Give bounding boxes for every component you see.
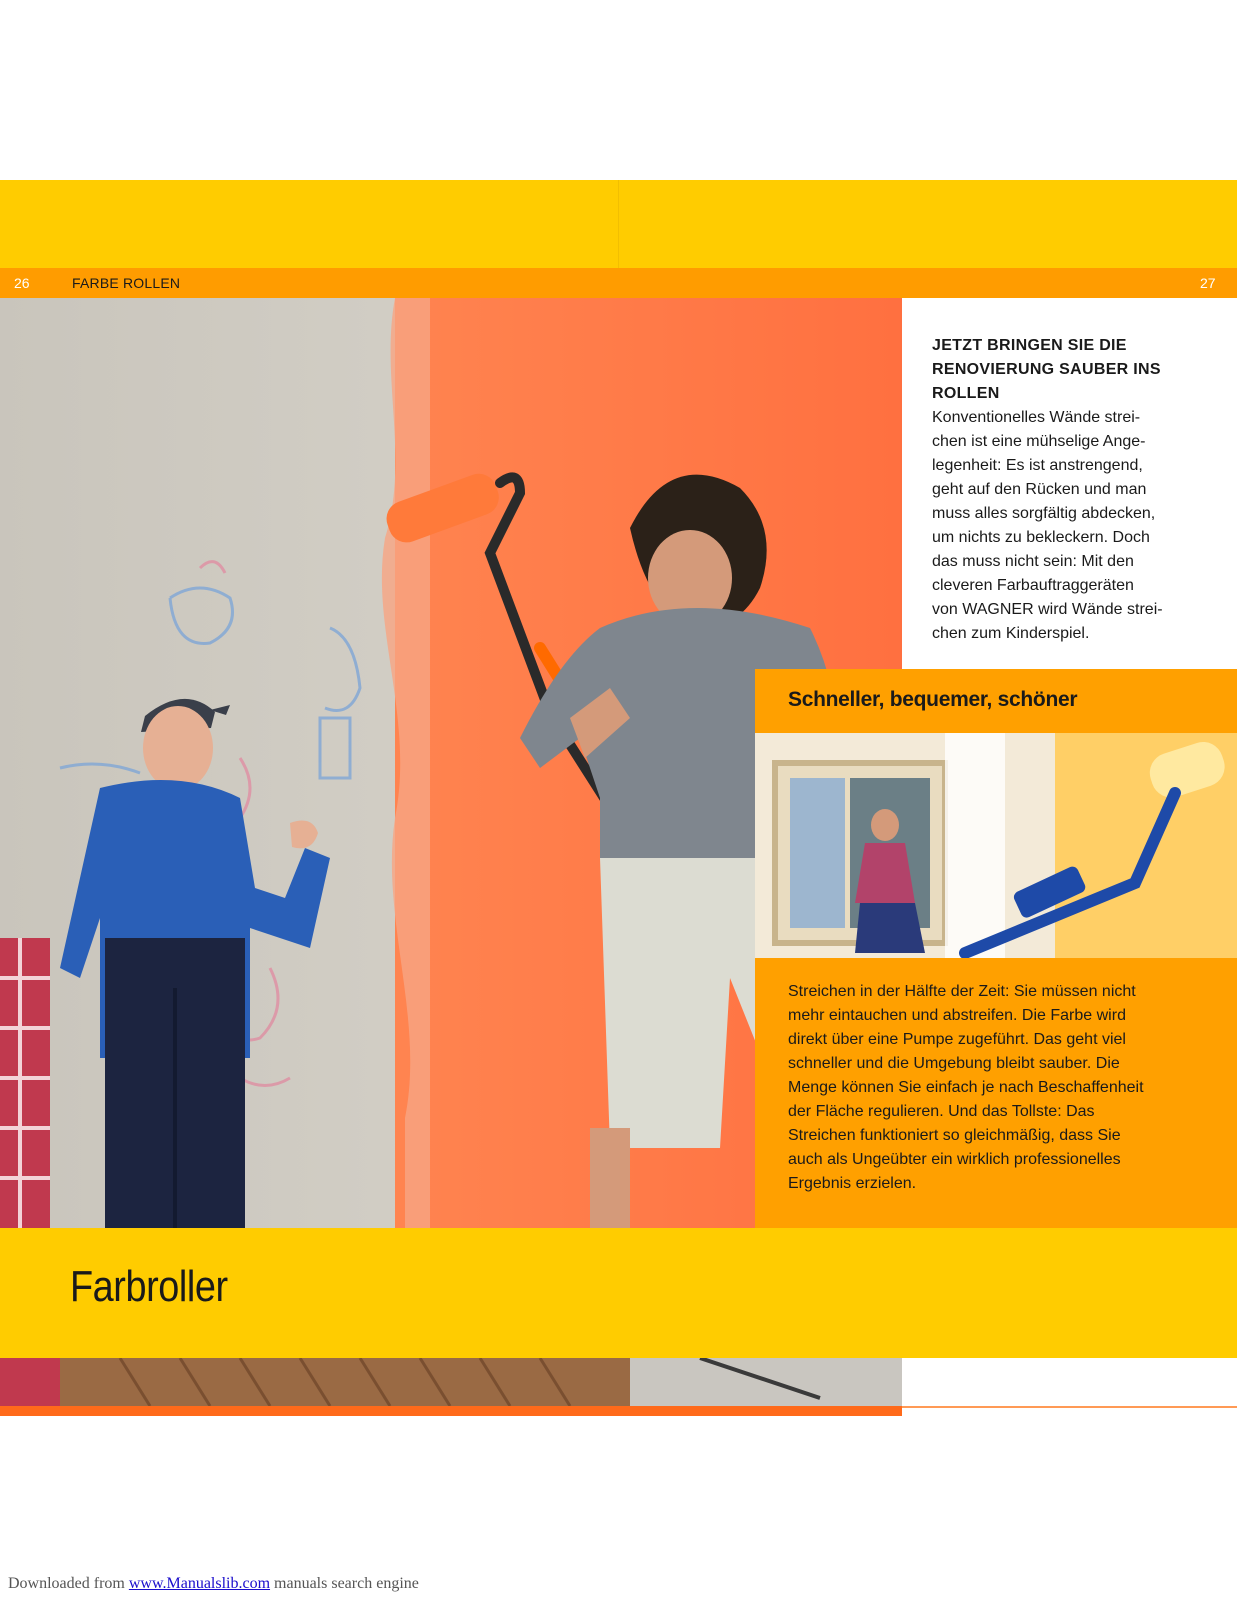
feature-photo <box>755 733 1237 958</box>
download-note <box>8 1575 419 1593</box>
bottom-accent-line <box>0 1406 902 1416</box>
feature-title: Schneller, bequemer, schöner <box>788 688 1078 711</box>
floor-photo-strip <box>0 1358 902 1406</box>
section-label: FARBE ROLLEN <box>72 275 181 291</box>
header-strip <box>0 268 1237 298</box>
download-note-prefix: Downloaded from <box>8 1575 129 1592</box>
spread-divider <box>618 180 619 268</box>
download-note-suffix: manuals search engine <box>270 1575 419 1592</box>
product-title: Farbroller <box>70 1262 228 1311</box>
feature-body: Streichen in der Hälfte der Zeit: Sie müssen nicht mehr eintauchen und abstreifen. Die Farbe wird direkt über eine Pumpe zugeführt. Das geht viel schneller und die Umgebung bleibt sauber. Die Menge können Sie einfach je nach Beschaffenheit der Fläche regulieren. Und das Tollste: Das Streichen funktioniert so gleichmäßig, dass Sie auch als Ungeübter ein wirklich professionelles Ergebnis erzielen. <box>788 983 1144 1192</box>
page-number-right: 27 <box>1200 275 1216 291</box>
manualslib-link[interactable]: www.Manualslib.com <box>128 1575 271 1592</box>
bottom-accent-line-thin <box>902 1406 1237 1408</box>
page-number-left: 26 <box>14 275 30 291</box>
intro-body: Konventionelles Wände strei- chen ist eine mühselige Ange- legenheit: Es ist anstrengend, geht auf den Rücken und man muss alles sorgfältig abdecken, um nichts zu bekleckern. Doch das muss nicht sein: Mit den cleveren Farbauftraggeräten von WAGNER wird Wände strei- chen zum Kinderspiel. <box>932 409 1163 642</box>
intro-heading: JETZT BRINGEN SIE DIE RENOVIERUNG SAUBER INS ROLLEN <box>932 337 1161 402</box>
